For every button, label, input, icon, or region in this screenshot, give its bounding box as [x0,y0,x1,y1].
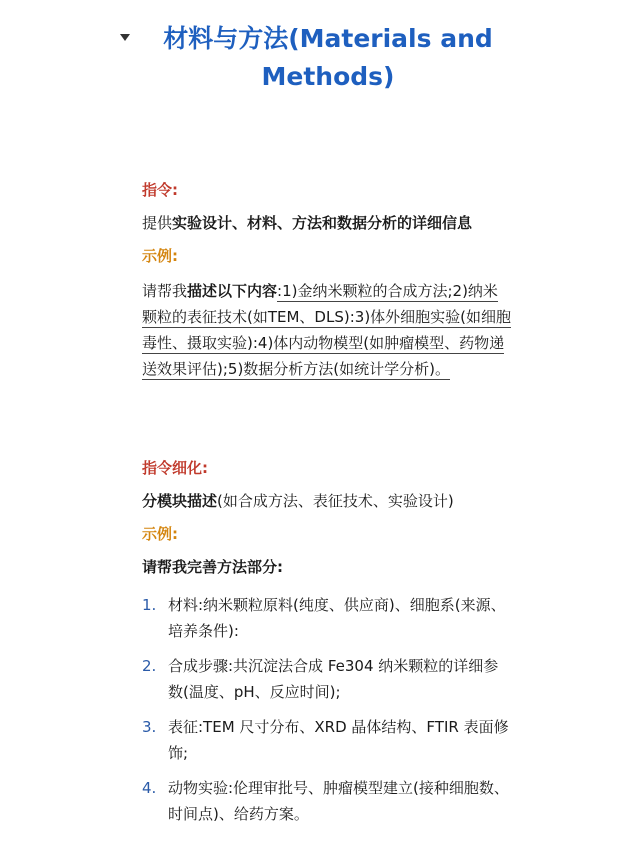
list-number: 4. [142,779,157,797]
instruction-block [142,180,512,382]
example-text [142,278,512,382]
list-text: 合成步骤:共沉淀法合成 Fe304 纳米颗粒的详细参数(温度、pH、反应时间); [168,657,499,701]
methods-list [142,592,512,836]
list-number: 1. [142,596,157,614]
refinement-block [142,458,512,577]
section-title: 材料与方法(Materials and Methods) [163,24,493,91]
instruction-label: 指令: [142,181,178,199]
example-prefix: 请帮我 [142,282,188,300]
refinement-bold: 分模块描述 [142,492,218,510]
instruction-prefix: 提供 [142,214,173,232]
example-bold: 描述以下内容 [187,282,278,300]
example-label: 示例: [142,247,178,265]
list-item [142,653,512,705]
list-text: 表征:TEM 尺寸分布、XRD 晶体结构、FTIR 表面修饰; [168,718,509,762]
example-rest: :1)金纳米颗粒的合成方法;2)纳米颗粒的表征技术(如TEM、DLS):3)体外细胞实验(如细胞毒性、摄取实验):4)体内动物模型(如肿瘤模型、药物递送效果评估);5)数据分析方法(如统计学分析)。 [142,282,512,378]
list-item [142,592,512,644]
instruction-bold: 实验设计、材料、方法和数据分析的详细信息 [172,214,473,232]
section-heading [120,20,600,96]
list-text: 材料:纳米颗粒原料(纯度、供应商)、细胞系(来源、培养条件): [168,596,506,640]
list-number: 3. [142,718,157,736]
collapse-caret-icon[interactable] [120,34,130,41]
refinement-text [142,491,512,511]
list-item [142,775,512,827]
refinement-label: 指令细化: [142,459,208,477]
refinement-example-text [142,557,512,577]
list-text: 动物实验:伦理审批号、肿瘤模型建立(接种细胞数、时间点)、给药方案。 [168,779,509,823]
refinement-rest: (如合成方法、表征技术、实验设计) [217,492,454,510]
instruction-text [142,213,512,233]
list-item [142,714,512,766]
refinement-example-label: 示例: [142,525,178,543]
refinement-example-bold: 请帮我完善方法部分: [142,558,283,576]
list-number: 2. [142,657,157,675]
